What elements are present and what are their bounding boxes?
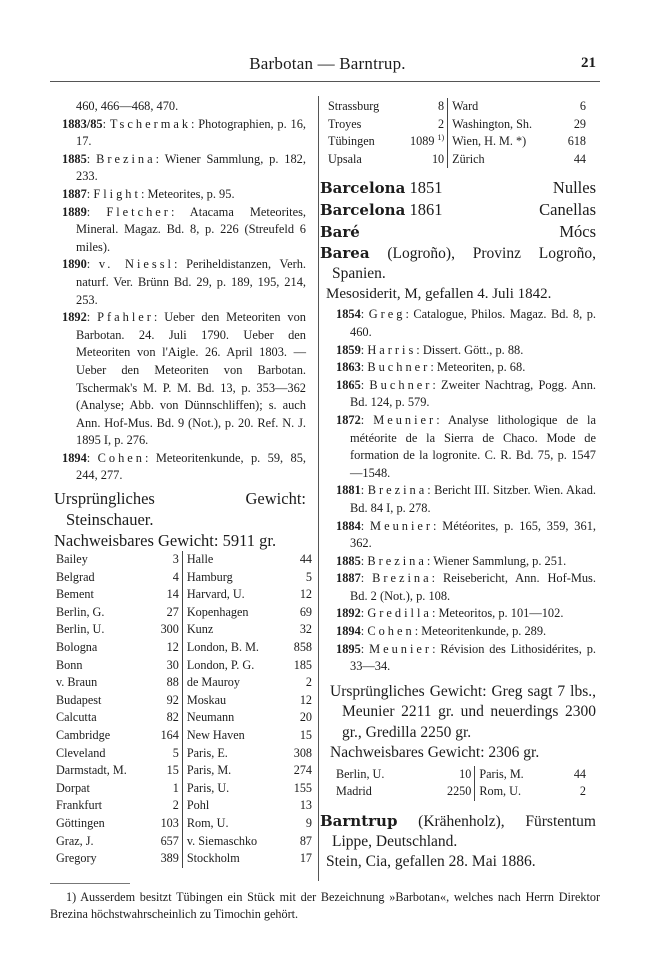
- reference-entry: 1895: Meunier: Révision des Lithosidérites, p. 33—34.: [336, 641, 596, 674]
- collection-grams: 8: [438, 99, 445, 113]
- collection-grams: 29: [573, 116, 586, 131]
- collection-grams: 5: [305, 569, 312, 584]
- reference-entry: 1883/85: Tschermak: Photographien, p. 16, 17.: [62, 116, 306, 149]
- collection-grams: 2: [153, 797, 183, 815]
- collection-grams: 12: [299, 587, 312, 602]
- collection-place: Moskau: [186, 692, 227, 707]
- reference-entry: 1889: Fletcher: Atacama Meteorites, Mineral. Magaz. Bd. 8, p. 226 (Streufeld 6 miles).: [62, 204, 307, 254]
- reference-author: Brezina: [96, 151, 156, 166]
- reference-continuation: 460, 466—468, 470.: [76, 99, 179, 113]
- collection-grams: 12: [153, 639, 183, 657]
- collection-place: Berlin, G.: [56, 604, 105, 619]
- reference-text: Reisebericht, Ann. Hof-Mus. Bd. 2 (Not.), p. 108.: [350, 571, 596, 603]
- reference-entry: 1854: Greg: Catalogue, Philos. Magaz. Bd. 8, p. 460.: [336, 307, 597, 339]
- collection-row: [56, 797, 312, 815]
- reference-year: 1889: [62, 204, 87, 219]
- reference-year: 1872: [336, 412, 361, 427]
- collection-grams: 155: [293, 780, 312, 795]
- collection-place-cell: [448, 116, 562, 134]
- collection-place: Upsala: [328, 151, 362, 166]
- collection-grams: 44: [573, 151, 586, 166]
- running-head: [55, 54, 600, 76]
- collection-place: Graz, J.: [56, 833, 94, 848]
- collection-place: Bonn: [56, 657, 83, 672]
- collection-grams: 308: [293, 745, 312, 760]
- footnote-rule: [50, 883, 130, 884]
- barea-location: (Logroño), Provinz Logroño, Spanien.: [332, 245, 596, 283]
- collection-row: [56, 709, 312, 727]
- collection-place: Tübingen: [328, 134, 375, 149]
- collection-place: Troyes: [328, 116, 362, 131]
- collection-row: [336, 783, 586, 801]
- collection-grams: 4: [153, 569, 183, 587]
- collection-row: [56, 586, 312, 604]
- reference-author: Brezina: [372, 571, 432, 586]
- collection-row: [328, 151, 586, 169]
- reference-text: Bericht III. Sitzber. Wien. Akad. Bd. 84 I, p. 278.: [350, 483, 596, 515]
- collection-place-cell: [448, 133, 562, 151]
- collection-grams: 15: [299, 728, 312, 742]
- reference-author: Harris: [367, 342, 417, 357]
- running-title: Barbotan — Barntrup.: [249, 54, 406, 73]
- meteorite-name: Baré: [320, 223, 360, 242]
- collection-grams: 657: [153, 833, 183, 851]
- collection-grams: 858: [293, 640, 312, 655]
- collection-place: London, B. M.: [186, 640, 259, 655]
- reference-author: Meunier: [369, 641, 433, 656]
- barntrup-heading: [320, 811, 596, 852]
- column-divider: [318, 96, 319, 881]
- collection-grams: 6: [579, 99, 586, 113]
- barntrup-description: Stein, Cia, gefallen 28. Mai 1886.: [326, 853, 536, 871]
- collection-place-cell: [448, 98, 562, 116]
- header-rule: [50, 81, 600, 82]
- collection-row: [328, 116, 586, 134]
- reference-year: 1885: [336, 553, 361, 568]
- barea-collection-table: [336, 766, 586, 801]
- collection-row: [56, 762, 312, 780]
- reference-text: Meteoritenkunde, p. 289.: [421, 624, 547, 639]
- reference-entry: 1894: Cohen: Meteoritenkunde, p. 289.: [336, 624, 547, 639]
- collection-row: [56, 604, 312, 622]
- reference-entry: 1859: Harris: Dissert. Gött., p. 88.: [336, 342, 524, 357]
- collection-table: [56, 551, 312, 868]
- barea-reference-list: [336, 306, 596, 675]
- left-reference-list: [62, 116, 306, 485]
- barntrup-location: (Krähenholz), Fürstentum Lippe, Deutschland.: [332, 813, 596, 851]
- collection-place: Gregory: [56, 851, 97, 866]
- collection-grams: 44: [299, 552, 312, 567]
- collection-place: Paris, E.: [186, 745, 228, 760]
- barea-description: Mesosiderit, M, gefallen 4. Juli 1842.: [326, 286, 552, 303]
- collection-place-cell: [448, 151, 562, 169]
- collection-row: [336, 766, 586, 784]
- collection-row: [56, 639, 312, 657]
- reference-author: Meunier: [373, 412, 437, 427]
- collection-place: Budapest: [56, 692, 102, 707]
- collection-row: [56, 692, 312, 710]
- reference-text: Météorites, p. 165, 359, 361, 362.: [350, 518, 596, 551]
- reference-year: 1883/85: [62, 116, 103, 131]
- meteorite-year: 1861: [409, 200, 443, 220]
- reference-entry: 1894: Cohen: Meteoritenkunde, p. 59, 85, 244, 277.: [62, 450, 307, 483]
- collection-grams-cell: [397, 116, 448, 134]
- reference-text: Catalogue, Philos. Magaz. Bd. 8, p. 460.: [350, 307, 597, 339]
- collection-row: [56, 551, 312, 569]
- reference-entry: 1887: Brezina: Reisebericht, Ann. Hof-Mus. Bd. 2 (Not.), p. 108.: [336, 571, 596, 603]
- reference-year: 1885: [62, 151, 87, 166]
- collection-place: Madrid: [336, 784, 372, 799]
- collection-grams: 2250: [424, 783, 475, 801]
- collection-grams: 17: [299, 851, 312, 866]
- collection-place: Berlin, U.: [56, 622, 105, 637]
- collection-row: [56, 569, 312, 587]
- reference-text: Dissert. Gött., p. 88.: [422, 342, 524, 357]
- reference-year: 1884: [336, 518, 361, 533]
- collection-grams: 12: [299, 692, 312, 707]
- collection-grams: 618: [567, 134, 586, 149]
- barntrup-name: Barntrup: [320, 812, 398, 831]
- collection-row: [56, 727, 312, 745]
- reference-text: Wiener Sammlung, p. 182, 233.: [76, 151, 306, 184]
- collection-row: [56, 850, 312, 868]
- reference-text: Meteorites, p. 95.: [147, 186, 235, 201]
- collection-grams: 88: [153, 674, 183, 692]
- collection-place: Rom, U.: [479, 784, 521, 799]
- collection-place: Hamburg: [186, 569, 233, 584]
- reference-entry: 1890: v. Niessl: Periheldistanzen, Verh. naturf. Ver. Brünn Bd. 29, p. 189, 195, 214, 253.: [62, 257, 306, 307]
- collection-place: Cambridge: [56, 728, 111, 742]
- collection-place: Cleveland: [56, 745, 106, 760]
- cross-reference: [320, 177, 596, 199]
- collection-grams: 9: [305, 815, 312, 830]
- collection-grams: 1089: [410, 134, 435, 149]
- reference-entry: 1865: Buchner: Zweiter Nachtrag, Pogg. Ann. Bd. 124, p. 579.: [336, 377, 596, 410]
- reference-entry: 1872: Meunier: Analyse lithologique de la météorite de la Sierra de Chaco. Mode de formation de la logronite. C. R. Bd. 75, p. 1547—1548.: [336, 412, 596, 480]
- reference-text: Zweiter Nachtrag, Pogg. Ann. Bd. 124, p. 579.: [350, 377, 596, 410]
- reference-year: 1892: [62, 310, 87, 325]
- asterisk-note: *): [515, 134, 527, 149]
- see-reference: Canellas: [539, 200, 596, 220]
- collection-table-continued: [328, 98, 586, 168]
- collection-place: Paris, U.: [186, 780, 230, 795]
- reference-author: Buchner: [369, 377, 433, 392]
- reference-text: Photographien, p. 16, 17.: [76, 116, 306, 149]
- collection-grams-cell: [397, 151, 448, 169]
- reference-year: 1890: [62, 257, 87, 272]
- barea-name: Barea: [320, 244, 370, 263]
- see-reference: Mócs: [559, 222, 596, 242]
- footnote-text: Ausserdem besitzt Tübingen ein Stück mit der Bezeichnung »Barbotan«, welches nach Herrn Direktor Brezina höchstwahrscheinlich zu Timochin gehört.: [50, 890, 600, 921]
- cross-reference-list: [320, 177, 596, 243]
- reference-author: Cohen: [367, 624, 415, 639]
- collection-grams: 30: [153, 657, 183, 675]
- reference-entry: 1885: Brezina: Wiener Sammlung, p. 182, 233.: [62, 151, 306, 184]
- reference-author: Tschermak: [109, 116, 192, 131]
- collection-place: New Haven: [186, 728, 245, 742]
- collection-row: [56, 745, 312, 763]
- reference-year: 1895: [336, 641, 361, 656]
- collection-grams: 1: [153, 780, 183, 798]
- collection-grams: 15: [153, 762, 183, 780]
- collection-row: [56, 833, 312, 851]
- reference-year: 1881: [336, 483, 361, 498]
- collection-grams: 27: [153, 604, 183, 622]
- meteorite-year: 1851: [409, 178, 443, 198]
- reference-entry: 1892: Gredilla: Meteoritos, p. 101—102.: [336, 606, 564, 621]
- reference-author: Buchner: [367, 360, 431, 375]
- collection-row: [56, 621, 312, 639]
- reference-entry: 1863: Buchner: Meteoriten, p. 68.: [336, 360, 526, 375]
- collection-grams: 82: [153, 709, 183, 727]
- reference-year: 1894: [336, 624, 361, 639]
- collection-place: Rom, U.: [186, 815, 229, 830]
- reference-year: 1894: [62, 450, 87, 465]
- reference-author: Flight: [93, 186, 141, 201]
- collection-place: London, P. G.: [186, 657, 255, 672]
- reference-entry: 1881: Brezina: Bericht III. Sitzber. Wien. Akad. Bd. 84 I, p. 278.: [336, 483, 596, 515]
- collection-grams: 10: [431, 151, 445, 166]
- original-weight: Ursprüngliches Gewicht: Steinschauer.: [54, 489, 306, 530]
- collection-grams: 32: [299, 622, 312, 637]
- collection-grams: 5: [153, 745, 183, 763]
- collection-grams-cell: [397, 133, 448, 151]
- reference-entry: 1892: Pfahler: Ueber den Meteoriten von Barbotan. 24. Juli 1790. Ueber den Meteoriten von l'Aigle. 26. April 1803. — Ueber den Meteoriten von Barbotan. Tschermak's M. P. M. Bd. 13, p. 353—362 (Analyse; Abb. von Dünnschliffen); s. auch Ann. Hof-Mus. Bd. 9 (Not.), p. 20. Ref. N. J. 1895 I, p. 276.: [62, 310, 306, 448]
- collection-grams: 164: [153, 727, 183, 745]
- page-number: 21: [581, 55, 596, 71]
- collection-grams-cell: [397, 98, 448, 116]
- collection-grams: 20: [299, 710, 312, 725]
- meteorite-name: Barcelona: [320, 201, 406, 220]
- collection-place: Kopenhagen: [186, 604, 249, 619]
- reference-year: 1865: [336, 377, 361, 392]
- cross-reference-name-group: [320, 221, 360, 243]
- collection-place: Wien, H. M.: [452, 134, 513, 149]
- reference-text: Meteoritos, p. 101—102.: [438, 606, 564, 621]
- collection-place: Bologna: [56, 640, 98, 655]
- provable-weight: Nachweisbares Gewicht: 5911 gr.: [54, 531, 277, 551]
- collection-grams: 87: [299, 833, 312, 848]
- collection-row: [56, 674, 312, 692]
- reference-author: Gredilla: [367, 606, 432, 621]
- cross-reference-name-group: [320, 199, 442, 221]
- collection-place: de Mauroy: [186, 675, 240, 690]
- collection-place: Pohl: [186, 798, 210, 813]
- collection-place: Belgrad: [56, 569, 95, 584]
- collection-grams: 2: [579, 784, 586, 799]
- footnote-marker: 1): [66, 890, 77, 904]
- reference-entry: 1887: Flight: Meteorites, p. 95.: [62, 186, 235, 201]
- reference-text: Révision des Lithosidérites, p. 33—34.: [350, 641, 596, 674]
- barea-original-weight: Ursprüngliches Gewicht: Greg sagt 7 lbs., Meunier 2211 gr. und neuerdings 2300 gr., Gredilla 2250 gr.: [330, 682, 596, 741]
- reference-author: Greg: [368, 307, 406, 322]
- collection-row: [328, 133, 586, 151]
- collection-place: Dorpat: [56, 780, 90, 795]
- reference-author: v. Niessl: [98, 257, 174, 272]
- collection-place: Berlin, U.: [336, 766, 385, 781]
- collection-row: [56, 815, 312, 833]
- meteorite-name: Barcelona: [320, 179, 406, 198]
- reference-year: 1863: [336, 360, 361, 375]
- barea-provable-weight: Nachweisbares Gewicht: 2306 gr.: [330, 744, 540, 762]
- collection-place: Ward: [452, 99, 479, 113]
- collection-grams: 10: [424, 766, 475, 784]
- right-column: [320, 98, 597, 872]
- reference-author: Fletcher: [106, 204, 171, 219]
- collection-row: [56, 780, 312, 798]
- collection-place: Halle: [186, 552, 214, 567]
- collection-grams: 2: [438, 116, 445, 131]
- footnote-ref: 1): [437, 133, 445, 143]
- cross-reference: [320, 221, 596, 243]
- reference-text: Wiener Sammlung, p. 251.: [433, 553, 567, 568]
- collection-row: [56, 657, 312, 675]
- collection-place: Stockholm: [186, 851, 240, 866]
- collection-place: v. Braun: [56, 675, 98, 690]
- collection-place: Bailey: [56, 552, 88, 567]
- reference-text: Periheldistanzen, Verh. naturf. Ver. Brünn Bd. 29, p. 189, 195, 214, 253.: [76, 257, 306, 307]
- reference-author: Brezina: [367, 553, 427, 568]
- reference-year: 1887: [336, 571, 361, 586]
- cross-reference: [320, 199, 596, 221]
- reference-author: Brezina: [367, 483, 428, 498]
- collection-place: v. Siemaschko: [186, 833, 258, 848]
- collection-place: Strassburg: [328, 99, 380, 113]
- barea-heading: [320, 243, 596, 284]
- see-reference: Nulles: [552, 178, 596, 198]
- collection-place: Darmstadt, M.: [56, 763, 127, 778]
- reference-entry: 1885: Brezina: Wiener Sammlung, p. 251.: [336, 553, 567, 568]
- footnote: [50, 889, 600, 923]
- reference-year: 1859: [336, 342, 361, 357]
- collection-row: [328, 98, 586, 116]
- collection-place: Bement: [56, 587, 94, 602]
- left-column: [54, 98, 312, 868]
- collection-grams: 300: [153, 621, 183, 639]
- collection-place: Göttingen: [56, 815, 105, 830]
- reference-text: Meteoritenkunde, p. 59, 85, 244, 277.: [76, 450, 307, 483]
- cross-reference-name-group: [320, 177, 442, 199]
- reference-text: Analyse lithologique de la météorite de la Sierra de Chaco. Mode de formation de la logronite. C. R. Bd. 75, p. 1547—1548.: [350, 412, 596, 480]
- reference-text: Atacama Meteorites, Mineral. Magaz. Bd. 8, p. 226 (Streufeld 6 miles).: [76, 204, 307, 254]
- reference-year: 1887: [62, 186, 87, 201]
- reference-author: Meunier: [370, 518, 434, 533]
- reference-entry: 1884: Meunier: Météorites, p. 165, 359, 361, 362.: [336, 518, 596, 551]
- collection-place: Frankfurt: [56, 798, 103, 813]
- collection-grams: 185: [293, 657, 312, 672]
- collection-place: Harvard, U.: [186, 587, 245, 602]
- collection-grams: 274: [293, 763, 312, 778]
- collection-grams: 103: [153, 815, 183, 833]
- collection-grams: 44: [573, 766, 586, 781]
- collection-grams: 92: [153, 692, 183, 710]
- collection-place: Zürich: [452, 151, 485, 166]
- reference-year: 1892: [336, 606, 361, 621]
- collection-grams: 14: [153, 586, 183, 604]
- collection-grams: 3: [153, 551, 183, 569]
- collection-grams: 2: [305, 675, 312, 690]
- collection-grams: 13: [299, 798, 312, 813]
- reference-text: Ueber den Meteoriten von Barbotan. 24. Juli 1790. Ueber den Meteoriten von l'Aigle. 26. April 1803. — Ueber den Meteoriten von Barbotan. Tschermak's M. P. M. Bd. 13, p. 353—362 (Analyse; Abb. von Dünnschliffen); s. auch Ann. Hof-Mus. Bd. 9 (Not.), p. 20. Ref. N. J. 1895 I, p. 276.: [76, 310, 306, 448]
- collection-place: Paris, M.: [186, 763, 232, 778]
- collection-grams: 389: [153, 850, 183, 868]
- collection-place: Paris, M.: [479, 766, 524, 781]
- collection-place: Washington, Sh.: [452, 116, 533, 131]
- collection-grams: 69: [299, 604, 312, 619]
- reference-author: Cohen: [97, 450, 145, 465]
- collection-place: Kunz: [186, 622, 214, 637]
- reference-text: Meteoriten, p. 68.: [436, 360, 526, 375]
- reference-author: Pfahler: [97, 310, 154, 325]
- collection-place: Calcutta: [56, 710, 97, 725]
- collection-place: Neumann: [186, 710, 235, 725]
- reference-year: 1854: [336, 307, 361, 322]
